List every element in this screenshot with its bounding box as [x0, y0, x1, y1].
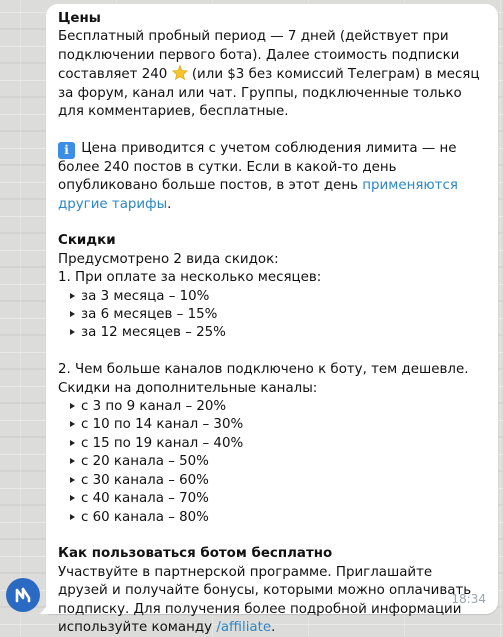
message-timestamp: 18:34 [451, 591, 486, 606]
bullet-icon [70, 293, 75, 299]
list-item: с 60 канала – 80% [58, 509, 486, 527]
discounts-intro: Предусмотрено 2 вида скидок: [58, 251, 279, 267]
pricing-paragraph [58, 28, 486, 121]
affiliate-command-link[interactable]: /affiliate [216, 619, 272, 635]
bullet-icon [70, 477, 75, 483]
list-item: с 10 по 14 канал – 30% [58, 416, 486, 434]
list-item: с 15 по 19 канал – 40% [58, 435, 486, 453]
pricing-text-1: Бесплатный пробный период — 7 дней (действует при подключении первого бота). Далее стоимость подписки составляет 240 [58, 29, 460, 83]
message-bubble [46, 4, 498, 635]
bullet-icon [70, 514, 75, 520]
list-item: с 3 по 9 канал – 20% [58, 398, 486, 416]
other-tariffs-link[interactable]: применяются другие тарифы [58, 178, 458, 212]
bullet-icon [70, 421, 75, 427]
free-usage-heading: Как пользоваться ботом бесплатно [58, 546, 333, 562]
free-usage-paragraph [58, 564, 486, 637]
list-item: с 30 канала – 60% [58, 472, 486, 490]
limit-end: . [167, 196, 172, 212]
bullet-icon [70, 311, 75, 317]
info-icon: i [58, 142, 75, 159]
free-usage-end: . [271, 619, 276, 635]
list-item: с 40 канала – 70% [58, 490, 486, 508]
list-item: за 12 месяцев – 25% [58, 324, 486, 342]
pricing-text-2: (или $3 без комиссий Телеграм) в месяц за форум, канал или чат. Группы, подключенные только для комментариев, бесплатные. [58, 67, 480, 120]
bullet-icon [70, 329, 75, 335]
list-item: с 20 канала – 50% [58, 453, 486, 471]
bot-logo-icon [12, 584, 34, 606]
bullet-icon [70, 403, 75, 409]
limit-text: Цена приводится с учетом соблюдения лимита — не более 240 постов в сутки. Если в какой-то день опубликовано больше постов, в этот день [58, 140, 457, 194]
bullet-icon [70, 458, 75, 464]
list-item: за 3 месяца – 10% [58, 288, 486, 306]
list-item: за 6 месяцев – 15% [58, 306, 486, 324]
pricing-heading: Цены [58, 11, 101, 26]
star-icon [172, 65, 188, 80]
limit-paragraph [58, 140, 486, 214]
discount-type-1: 1. При оплате за несколько месяцев: [58, 270, 322, 286]
bullet-icon [70, 440, 75, 446]
free-usage-text: Участвуйте в партнерской программе. Приглашайте друзей и получайте бонусы, которыми можно оплачивать подписку. Для получения более подробной информации используйте команду [58, 564, 472, 635]
bot-avatar[interactable] [6, 578, 40, 612]
discounts-heading: Скидки [58, 233, 116, 249]
discount-type-2: 2. Чем больше каналов подключено к боту, тем дешевле. Скидки на дополнительные каналы: [58, 362, 469, 396]
bullet-icon [70, 495, 75, 501]
